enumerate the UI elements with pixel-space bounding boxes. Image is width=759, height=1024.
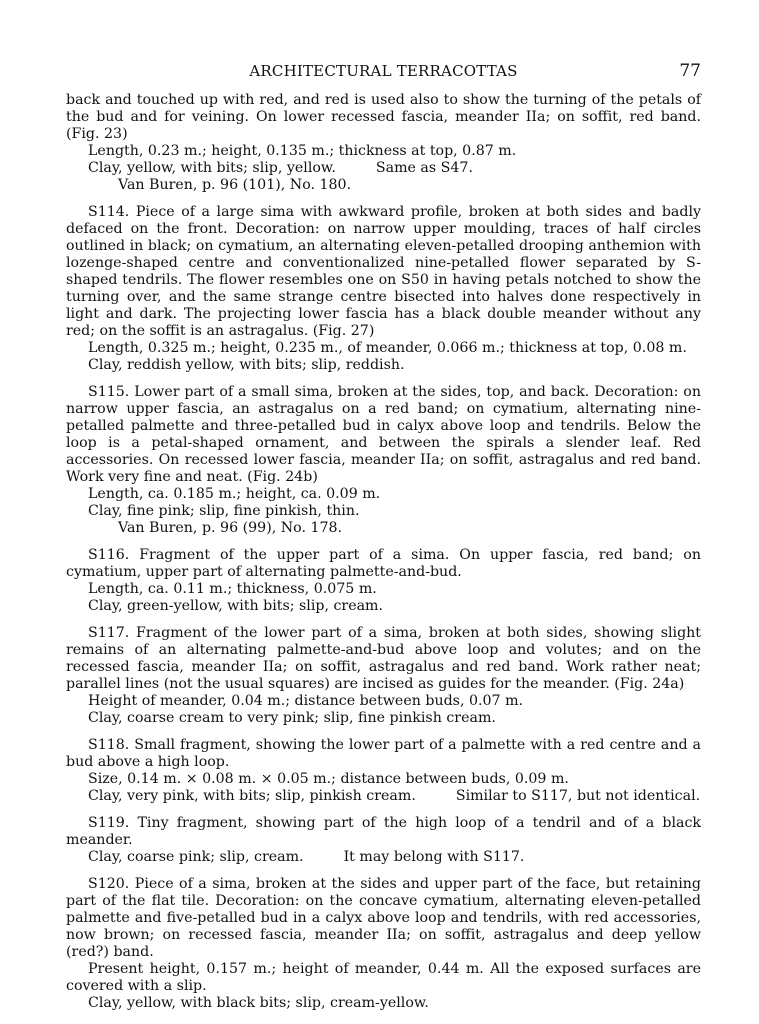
entry-clay [66, 160, 701, 177]
entry-description: S115. Lower part of a small sima, broken at the sides, top, and back. Decoration: on narrow upper fascia, an astragalus on a red band; on cymatium, alternating nine-petalled palmette and three-petalled bud in calyx above loop and tendrils. Below the loop is a petal-shaped ornament, and between the spirals a slender leaf. Red accessories. On recessed lower fascia, meander IIa; on soffit, astragalus and red band. Work very fine and neat. (Fig. 24b) [66, 384, 701, 485]
entry-clay: Clay, green-yellow, with bits; slip, cream. [88, 598, 384, 614]
clay-note: Similar to S117, but not identical. [455, 788, 701, 804]
entry-dimensions: Length, 0.325 m.; height, 0.235 m., of meander, 0.066 m.; thickness at top, 0.08 m. [88, 340, 687, 356]
clay-text: Clay, very pink, with bits; slip, pinkish cream. [88, 788, 416, 804]
clay-text: Clay, yellow, with bits; slip, yellow. [88, 160, 336, 176]
entry-description: S120. Piece of a sima, broken at the sides and upper part of the face, but retaining part of the flat tile. Decoration: on the concave cymatium, alternating eleven-petalled palmette and five-petalled bud in a calyx above loop and tendrils, with red accessories, now brown; on recessed fascia, meander IIa; on soffit, astragalus and deep yellow (red?) band. [66, 876, 701, 960]
clay-note: It may belong with S117. [343, 849, 525, 865]
clay-text: Clay, coarse pink; slip, cream. [88, 849, 304, 865]
entry-clay: Clay, coarse cream to very pink; slip, fine pinkish cream. [88, 710, 496, 726]
catalogue-entry-s116 [66, 547, 701, 615]
catalogue-entry-s119 [66, 815, 701, 866]
entry-description: S116. Fragment of the upper part of a sima. On upper fascia, red band; on cymatium, upper part of alternating palmette-and-bud. [66, 547, 701, 580]
clay-note: Same as S47. [375, 160, 473, 176]
entry-reference: Van Buren, p. 96 (101), No. 180. [118, 177, 352, 193]
entry-dimensions: Length, ca. 0.11 m.; thickness, 0.075 m. [88, 581, 377, 597]
catalogue-entry-s117 [66, 625, 701, 727]
catalogue-entry-continued [66, 92, 701, 194]
running-title: ARCHITECTURAL TERRACOTTAS [249, 62, 518, 80]
entry-description: S119. Tiny fragment, showing part of the high loop of a tendril and of a black meander. [66, 815, 701, 848]
catalogue-entry-s120 [66, 876, 701, 1012]
entry-dimensions: Length, 0.23 m.; height, 0.135 m.; thickness at top, 0.87 m. [88, 143, 517, 159]
entry-clay [66, 788, 701, 805]
page-number: 77 [679, 61, 701, 81]
entry-description: S118. Small fragment, showing the lower part of a palmette with a red centre and a bud above a high loop. [66, 737, 701, 770]
entry-dimensions: Length, ca. 0.185 m.; height, ca. 0.09 m. [88, 486, 381, 502]
page-body [66, 92, 701, 1012]
entry-clay: Clay, reddish yellow, with bits; slip, reddish. [88, 357, 405, 373]
catalogue-entry-s114 [66, 204, 701, 374]
catalogue-entry-s115 [66, 384, 701, 537]
entry-description: back and touched up with red, and red is used also to show the turning of the petals of the bud and for veining. On lower recessed fascia, meander IIa; on soffit, red band. (Fig. 23) [66, 92, 701, 142]
entry-clay [66, 849, 701, 866]
entry-clay: Clay, yellow, with black bits; slip, cream-yellow. [88, 995, 429, 1011]
entry-description: S117. Fragment of the lower part of a sima, broken at both sides, showing slight remains of an alternating palmette-and-bud above loop and volutes; and on the recessed fascia, meander IIa; on soffit, astragalus and red band. Work rather neat; parallel lines (not the usual squares) are incised as guides for the meander. (Fig. 24a) [66, 625, 701, 692]
entry-clay: Clay, fine pink; slip, fine pinkish, thin. [88, 503, 360, 519]
entry-reference: Van Buren, p. 96 (99), No. 178. [118, 520, 343, 536]
page-header [66, 60, 701, 82]
entry-dimensions: Present height, 0.157 m.; height of meander, 0.44 m. All the exposed surfaces are covered with a slip. [66, 961, 701, 994]
entry-dimensions: Size, 0.14 m. × 0.08 m. × 0.05 m.; distance between buds, 0.09 m. [88, 771, 569, 787]
entry-dimensions: Height of meander, 0.04 m.; distance between buds, 0.07 m. [88, 693, 524, 709]
catalogue-entry-s118 [66, 737, 701, 805]
entry-description: S114. Piece of a large sima with awkward profile, broken at both sides and badly defaced on the front. Decoration: on narrow upper moulding, traces of half circles outlined in black; on cymatium, an alternating eleven-petalled drooping anthemion with lozenge-shaped centre and conventionalized nine-petalled flower separated by S-shaped tendrils. The flower resembles one on S50 in having petals notched to show the turning over, and the same strange centre bisected into halves done respectively in light and dark. The projecting lower fascia has a black double meander without any red; on the soffit is an astragalus. (Fig. 27) [66, 204, 701, 339]
